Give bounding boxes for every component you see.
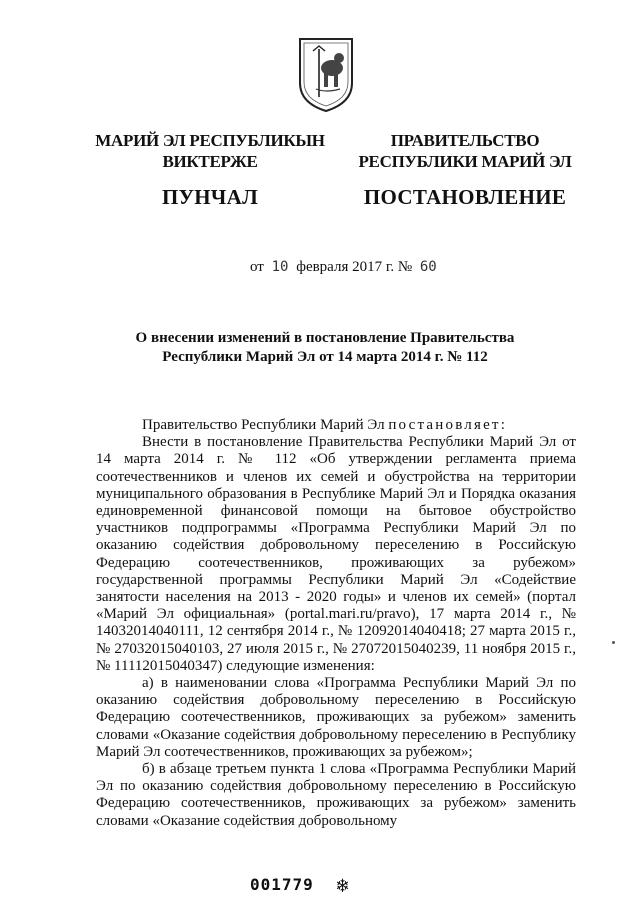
date-month-year: февраля 2017 г. № bbox=[296, 259, 413, 275]
footer-serial bbox=[250, 873, 349, 897]
header-right-line1: ПРАВИТЕЛЬСТВО bbox=[390, 131, 540, 150]
document-number: 60 bbox=[419, 259, 437, 275]
header-right bbox=[340, 130, 590, 210]
title-line2: Республики Марий Эл от 14 марта 2014 г. № 112 bbox=[162, 349, 488, 365]
serial-number: 001779 bbox=[250, 875, 314, 894]
intro-verb: постановляет: bbox=[388, 417, 508, 433]
intro-prefix: Правительство Республики Марий Эл bbox=[142, 417, 385, 433]
margin-dot bbox=[612, 641, 615, 644]
header-right-doc-type: ПОСТАНОВЛЕНИЕ bbox=[363, 185, 567, 209]
date-day: 10 bbox=[271, 259, 289, 275]
document-title bbox=[100, 329, 550, 367]
coat-of-arms-icon bbox=[296, 35, 356, 113]
snowflake-icon: ❄ bbox=[336, 873, 350, 897]
paragraph-b: б) в абзаце третьем пункта 1 слова «Программа Республики Марий Эл по оказанию содействия добровольному переселению в Российскую Федерацию соотечественников, проживающих за рубежом» заменить словами «Оказание содействия добровольному bbox=[96, 761, 576, 829]
header-left bbox=[90, 130, 330, 210]
header-left-doc-type: ПУНЧАЛ bbox=[161, 185, 259, 209]
header-left-line1: МАРИЙ ЭЛ РЕСПУБЛИКЫН bbox=[95, 131, 325, 150]
date-prefix: от bbox=[250, 259, 264, 275]
paragraph-main: Внести в постановление Правительства Республики Марий Эл от 14 марта 2014 г. № 112 «Об утверждении регламента приема соотечественников и членов их семей и обустройства на территории муниципального образования в Республике Марий Эл и Порядка оказания единовременной финансовой помощи на бытовое обустройство участников подпрограммы «Программа Республики Марий Эл по оказанию содействия добровольному переселению в Российскую Федерацию соотечественников, проживающих за рубежом» государственной программы Республики Марий Эл «Содействие занятости населения на 2013 - 2020 годы» и членов их семей» (портал «Марий Эл официальная» (portal.mari.ru/pravo), 17 марта 2014 г., № 14032014040111, 12 сентября 2014 г., № 12092014040418; 27 марта 2015 г., № 27032015040103, 27 июля 2015 г., № 27072015040239, 11 ноября 2015 г., № 11112015040347) следующие изменения: bbox=[96, 434, 576, 674]
title-line1: О внесении изменений в постановление Правительства bbox=[135, 330, 515, 346]
intro-paragraph bbox=[96, 417, 576, 434]
date-line bbox=[250, 259, 441, 276]
paragraph-a: а) в наименовании слова «Программа Республики Марий Эл по оказанию содействия добровольному переселению в Российскую Федерацию соотечественников, проживающих за рубежом» заменить словами «Оказание содействия добровольному переселению в Республику Марий Эл соотечественников, проживающих за рубежом»; bbox=[96, 675, 576, 760]
header-right-line2: РЕСПУБЛИКИ МАРИЙ ЭЛ bbox=[358, 152, 572, 171]
document-body bbox=[96, 417, 576, 830]
header-left-line2: ВИКТЕРЖЕ bbox=[162, 152, 258, 171]
